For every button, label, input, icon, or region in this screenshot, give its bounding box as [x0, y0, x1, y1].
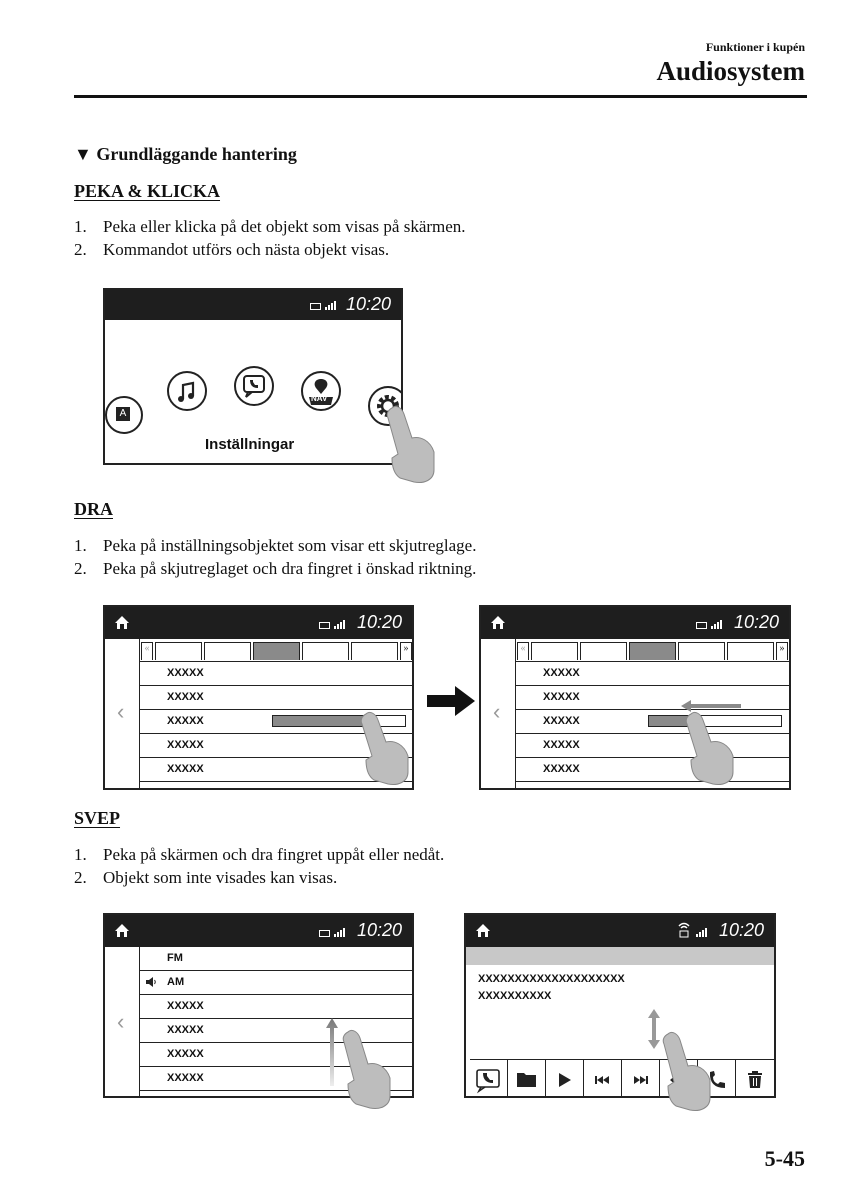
status-bar: [105, 290, 401, 320]
list-item[interactable]: XXXXX: [139, 758, 412, 782]
list-item-active[interactable]: AM: [139, 971, 412, 995]
list-item[interactable]: XXXXX: [139, 1043, 412, 1067]
skip-forward-icon: [622, 1060, 659, 1098]
clock: 10:20: [345, 294, 391, 314]
list-item[interactable]: XXXXX: [139, 1019, 412, 1043]
page-number: 5-45: [764, 1146, 805, 1171]
slider-screen-after: [479, 605, 791, 790]
section-title-text: Grundläggande hantering: [96, 144, 297, 164]
triangle-marker-icon: ▼: [74, 144, 92, 164]
tab-1[interactable]: [155, 642, 202, 660]
list-item[interactable]: XXXXX: [515, 686, 789, 710]
status-bar: [105, 915, 412, 947]
home-screen-illustration: [103, 288, 403, 465]
tab-scroll-right-icon[interactable]: »: [776, 642, 788, 660]
delete-button[interactable]: [736, 1060, 774, 1098]
message-header-bar: [466, 947, 774, 965]
folder-button[interactable]: [508, 1060, 546, 1098]
status-bar: [481, 607, 789, 639]
dra-step-1: 1. Peka på inställningsobjektet som visar ett skjutreglage.: [74, 536, 477, 555]
app-label: A: [116, 407, 130, 421]
list-item-slider[interactable]: XXXXX: [515, 710, 789, 734]
list-item[interactable]: XXXXX: [139, 686, 412, 710]
toolbar: [470, 1059, 774, 1098]
tab-5[interactable]: [727, 642, 774, 660]
finger-icon: [384, 404, 440, 484]
tab-2[interactable]: [204, 642, 251, 660]
tab-scroll-right-icon[interactable]: »: [400, 642, 412, 660]
play-button[interactable]: [546, 1060, 584, 1098]
home-icon[interactable]: [490, 615, 506, 630]
status-bar: [466, 915, 774, 947]
tab-4[interactable]: [678, 642, 725, 660]
page-title: Audiosystem: [656, 56, 805, 86]
tab-scroll-left-icon[interactable]: «: [517, 642, 529, 660]
next-button[interactable]: [622, 1060, 660, 1098]
applications-icon[interactable]: [105, 396, 143, 434]
folder-icon: [508, 1060, 545, 1098]
clock: 10:20: [718, 920, 764, 940]
tab-5[interactable]: [351, 642, 398, 660]
home-icon[interactable]: [114, 923, 130, 938]
clock: 10:20: [356, 920, 402, 940]
swipe-up-arrow-icon: [325, 1018, 339, 1086]
signal-icon: [711, 620, 723, 629]
list-item[interactable]: XXXXX: [139, 1067, 412, 1091]
music-note-icon: [169, 373, 205, 409]
trash-icon: [736, 1060, 774, 1098]
tab-1[interactable]: [531, 642, 578, 660]
speaker-icon: [145, 977, 157, 987]
skip-back-icon: [584, 1060, 621, 1098]
signal-icon: [325, 301, 337, 310]
back-chevron-icon[interactable]: ‹: [493, 699, 501, 724]
message-screen: [464, 913, 776, 1098]
music-icon[interactable]: [167, 371, 207, 411]
phone-bubble-icon: [470, 1060, 507, 1098]
tab-3-selected[interactable]: [629, 642, 676, 660]
message-signal-icon: [677, 921, 691, 939]
back-chevron-icon[interactable]: ‹: [117, 699, 125, 724]
tab-scroll-left-icon[interactable]: «: [141, 642, 153, 660]
tab-bar: [139, 639, 412, 662]
communication-icon[interactable]: [234, 366, 274, 406]
back-column: [481, 639, 516, 788]
list-item[interactable]: FM: [139, 947, 412, 971]
tab-3-selected[interactable]: [253, 642, 300, 660]
arrow-right-icon: [427, 686, 475, 716]
peka-step-1: 1. Peka eller klicka på det objekt som visas på skärmen.: [74, 217, 466, 236]
call-message-button[interactable]: [470, 1060, 508, 1098]
svep-step-1: 1. Peka på skärmen och dra fingret uppåt eller nedåt.: [74, 845, 445, 864]
signal-icon: [696, 928, 708, 937]
signal-icon: [334, 928, 346, 937]
list-item[interactable]: XXXXX: [139, 734, 412, 758]
tab-2[interactable]: [580, 642, 627, 660]
back-column: [105, 639, 140, 788]
tab-4[interactable]: [302, 642, 349, 660]
list-item[interactable]: XXXXX: [515, 662, 789, 686]
list-item[interactable]: XXXXX: [515, 734, 789, 758]
list-item[interactable]: XXXXX: [139, 662, 412, 686]
peka-step-2: 2. Kommandot utförs och nästa objekt visas.: [74, 240, 390, 259]
play-icon: [546, 1060, 583, 1098]
dra-step-2: 2. Peka på skjutreglaget och dra fingret i önskad riktning.: [74, 559, 477, 578]
battery-icon: [319, 622, 330, 629]
finger-icon: [660, 1030, 716, 1112]
scroll-up-down-icon: [647, 1009, 661, 1049]
navigation-icon[interactable]: [301, 371, 341, 411]
list-item[interactable]: XXXXX: [515, 758, 789, 782]
subheading-peka: PEKA & KLICKA: [74, 181, 221, 201]
chapter-subtitle: Funktioner i kupén: [705, 40, 805, 54]
svep-step-2: 2. Objekt som inte visades kan visas.: [74, 868, 338, 887]
subheading-dra: DRA: [74, 499, 113, 519]
section-title: [74, 144, 297, 165]
phone-bubble-icon: [236, 368, 272, 404]
list-item-slider[interactable]: XXXXX: [139, 710, 412, 734]
clock: 10:20: [356, 612, 402, 632]
slider-fill: [273, 716, 368, 726]
home-icon[interactable]: [475, 923, 491, 938]
selected-item-caption: Inställningar: [205, 436, 295, 453]
map-pin-icon: [303, 373, 339, 409]
status-bar: [105, 607, 412, 639]
signal-icon: [334, 620, 346, 629]
previous-button[interactable]: [584, 1060, 622, 1098]
list-item[interactable]: XXXXX: [139, 995, 412, 1019]
back-chevron-icon[interactable]: ‹: [117, 1009, 125, 1034]
message-line-1: XXXXXXXXXXXXXXXXXXXX: [478, 973, 625, 985]
subheading-svep: SVEP: [74, 808, 121, 828]
battery-icon: [696, 622, 707, 629]
finger-icon: [683, 710, 739, 786]
battery-icon: [310, 303, 321, 310]
finger-icon: [340, 1028, 396, 1110]
home-icon[interactable]: [114, 615, 130, 630]
nav-label: NAV: [311, 394, 328, 403]
message-line-2: XXXXXXXXXX: [478, 990, 552, 1002]
tab-bar: [515, 639, 789, 662]
header-rule: [74, 95, 807, 98]
clock: 10:20: [733, 612, 779, 632]
finger-icon: [358, 710, 414, 786]
back-column: [105, 947, 140, 1096]
battery-icon: [319, 930, 330, 937]
